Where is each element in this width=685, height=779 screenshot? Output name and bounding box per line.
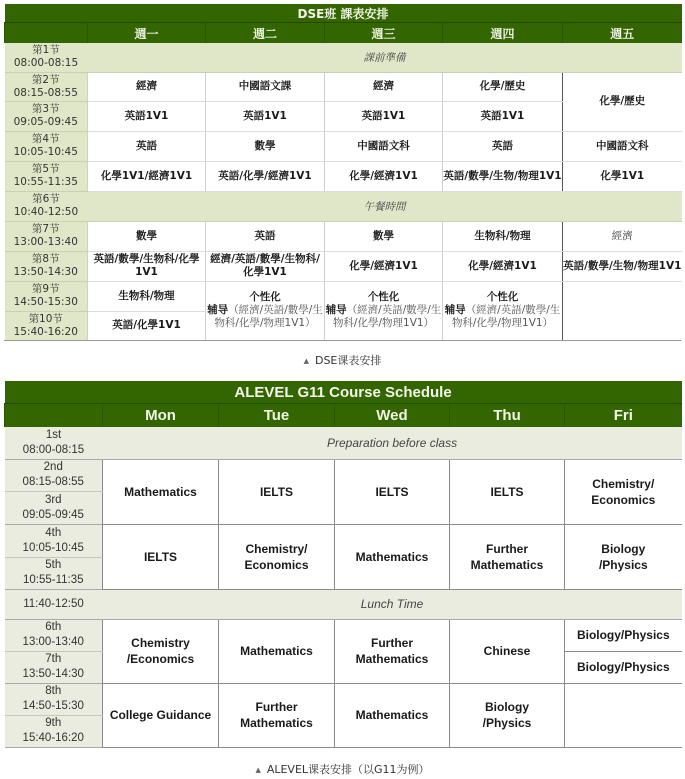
alevel-day-header: Fri [565,404,682,428]
dse-tutoring-cell: 个性化 辅导（經濟/英語/數學/生物科/化學/物理1V1） [206,281,325,340]
dse-cell: 英語1V1 [88,101,206,131]
alevel-cell: Further Mathematics [335,619,450,683]
dse-slot-label: 第9节 14:50-15:30 [5,281,88,311]
alevel-prep-band: Preparation before class [103,427,682,459]
dse-caption: ▲ DSE课表安排 [303,354,382,367]
alevel-cell: Chemistry/ Economics [219,524,335,589]
dse-cell: 化學/經濟1V1 [443,251,563,281]
dse-cell: 英語/化學/經濟1V1 [206,161,325,191]
dse-cell: 英語/化學1V1 [88,311,206,340]
dse-cell: 生物科/物理 [88,281,206,311]
alevel-slot-label: 8th 14:50-15:30 [5,683,103,715]
dse-cell: 英語/數學/生物/物理1V1 [443,161,563,191]
alevel-cell: IELTS [103,524,219,589]
alevel-day-header: Mon [103,404,219,428]
dse-cell: 中國語文科 [563,131,682,161]
dse-cell: 英語/數學/生物/物理1V1 [563,251,682,281]
alevel-cell: Biology /Physics [450,683,565,747]
alevel-cell: IELTS [335,459,450,524]
dse-cell: 經濟 [88,72,206,101]
dse-schedule-table [4,4,682,341]
alevel-slot-label: 6th 13:00-13:40 [5,619,103,651]
alevel-slot-label: 1st 08:00-08:15 [5,427,103,459]
dse-cell: 英語 [206,221,325,251]
dse-cell: 英語/數學/生物科/化學1V1 [88,251,206,281]
dse-cell: 英語 [443,131,563,161]
alevel-lunch-band: Lunch Time [103,589,682,619]
alevel-day-header: Tue [219,404,335,428]
alevel-cell: Biology/Physics [565,619,682,651]
dse-tutoring-cell: 个性化 辅导（經濟/英語/數學/生物科/化學/物理1V1） [443,281,563,340]
triangle-up-icon: ▲ [255,766,261,774]
alevel-cell: IELTS [219,459,335,524]
dse-cell: 化學/歷史 [443,72,563,101]
dse-slot-label: 第10节 15:40-16:20 [5,311,88,340]
dse-slot-label: 第8节 13:50-14:30 [5,251,88,281]
dse-slot-label: 第1节 08:00-08:15 [5,43,88,72]
alevel-cell: Chinese [450,619,565,683]
alevel-slot-label: 5th 10:55-11:35 [5,557,103,589]
alevel-cell: College Guidance [103,683,219,747]
alevel-day-header: Wed [335,404,450,428]
dse-tutoring-cell: 个性化 辅导（經濟/英語/數學/生物科/化學/物理1V1） [325,281,443,340]
dse-cell: 化學/經濟1V1 [325,251,443,281]
alevel-cell: IELTS [450,459,565,524]
dse-cell: 數學 [88,221,206,251]
alevel-cell: Mathematics [335,683,450,747]
dse-slot-label: 第2节 08:15-08:55 [5,72,88,101]
alevel-cell: Further Mathematics [219,683,335,747]
alevel-cell: Biology /Physics [565,524,682,589]
alevel-slot-label: 3rd 09:05-09:45 [5,491,103,524]
dse-day-header: 週五 [563,23,682,44]
dse-empty-cell [563,281,682,340]
dse-day-header: 週四 [443,23,563,44]
dse-cell: 化學/歷史 [563,72,682,131]
dse-table-title: DSE班 課表安排 [5,4,682,23]
dse-cell: 中國語文課 [206,72,325,101]
dse-slot-label: 第7节 13:00-13:40 [5,221,88,251]
dse-cell: 數學 [325,221,443,251]
alevel-slot-label: 4th 10:05-10:45 [5,524,103,557]
alevel-table-title: ALEVEL G11 Course Schedule [5,381,682,404]
alevel-empty-cell [565,683,682,747]
triangle-up-icon: ▲ [303,357,309,365]
alevel-cell: Mathematics [335,524,450,589]
dse-cell: 化學1V1/經濟1V1 [88,161,206,191]
dse-cell: 經濟 [563,221,682,251]
dse-cell: 英語1V1 [206,101,325,131]
dse-cell: 經濟/英語/數學/生物科/化學1V1 [206,251,325,281]
alevel-slot-label: 9th 15:40-16:20 [5,715,103,747]
alevel-cell: Further Mathematics [450,524,565,589]
dse-corner-header [5,23,88,44]
dse-cell: 英語1V1 [325,101,443,131]
dse-cell: 化學1V1 [563,161,682,191]
alevel-cell: Biology/Physics [565,651,682,683]
dse-day-header: 週一 [88,23,206,44]
dse-cell: 經濟 [325,72,443,101]
alevel-slot-label: 7th 13:50-14:30 [5,651,103,683]
dse-slot-label: 第5节 10:55-11:35 [5,161,88,191]
alevel-caption: ▲ ALEVEL课表安排（以G11为例） [255,763,430,776]
dse-cell: 英語1V1 [443,101,563,131]
dse-day-header: 週二 [206,23,325,44]
alevel-cell: Chemistry/ Economics [565,459,682,524]
dse-cell: 英語 [88,131,206,161]
dse-cell: 數學 [206,131,325,161]
alevel-day-header: Thu [450,404,565,428]
dse-cell: 化學/經濟1V1 [325,161,443,191]
alevel-cell: Mathematics [219,619,335,683]
alevel-schedule-table [4,381,682,748]
dse-cell: 中國語文科 [325,131,443,161]
dse-slot-label: 第6节 10:40-12:50 [5,191,88,221]
alevel-cell: Chemistry /Economics [103,619,219,683]
dse-day-header: 週三 [325,23,443,44]
alevel-cell: Mathematics [103,459,219,524]
dse-slot-label: 第4节 10:05-10:45 [5,131,88,161]
dse-slot-label: 第3节 09:05-09:45 [5,101,88,131]
dse-prep-band: 課前準備 [88,43,682,72]
dse-cell: 生物科/物理 [443,221,563,251]
dse-lunch-band: 午餐時間 [88,191,682,221]
alevel-slot-label: 2nd 08:15-08:55 [5,459,103,491]
alevel-slot-label: 11:40-12:50 [5,589,103,619]
alevel-corner-header [5,404,103,428]
